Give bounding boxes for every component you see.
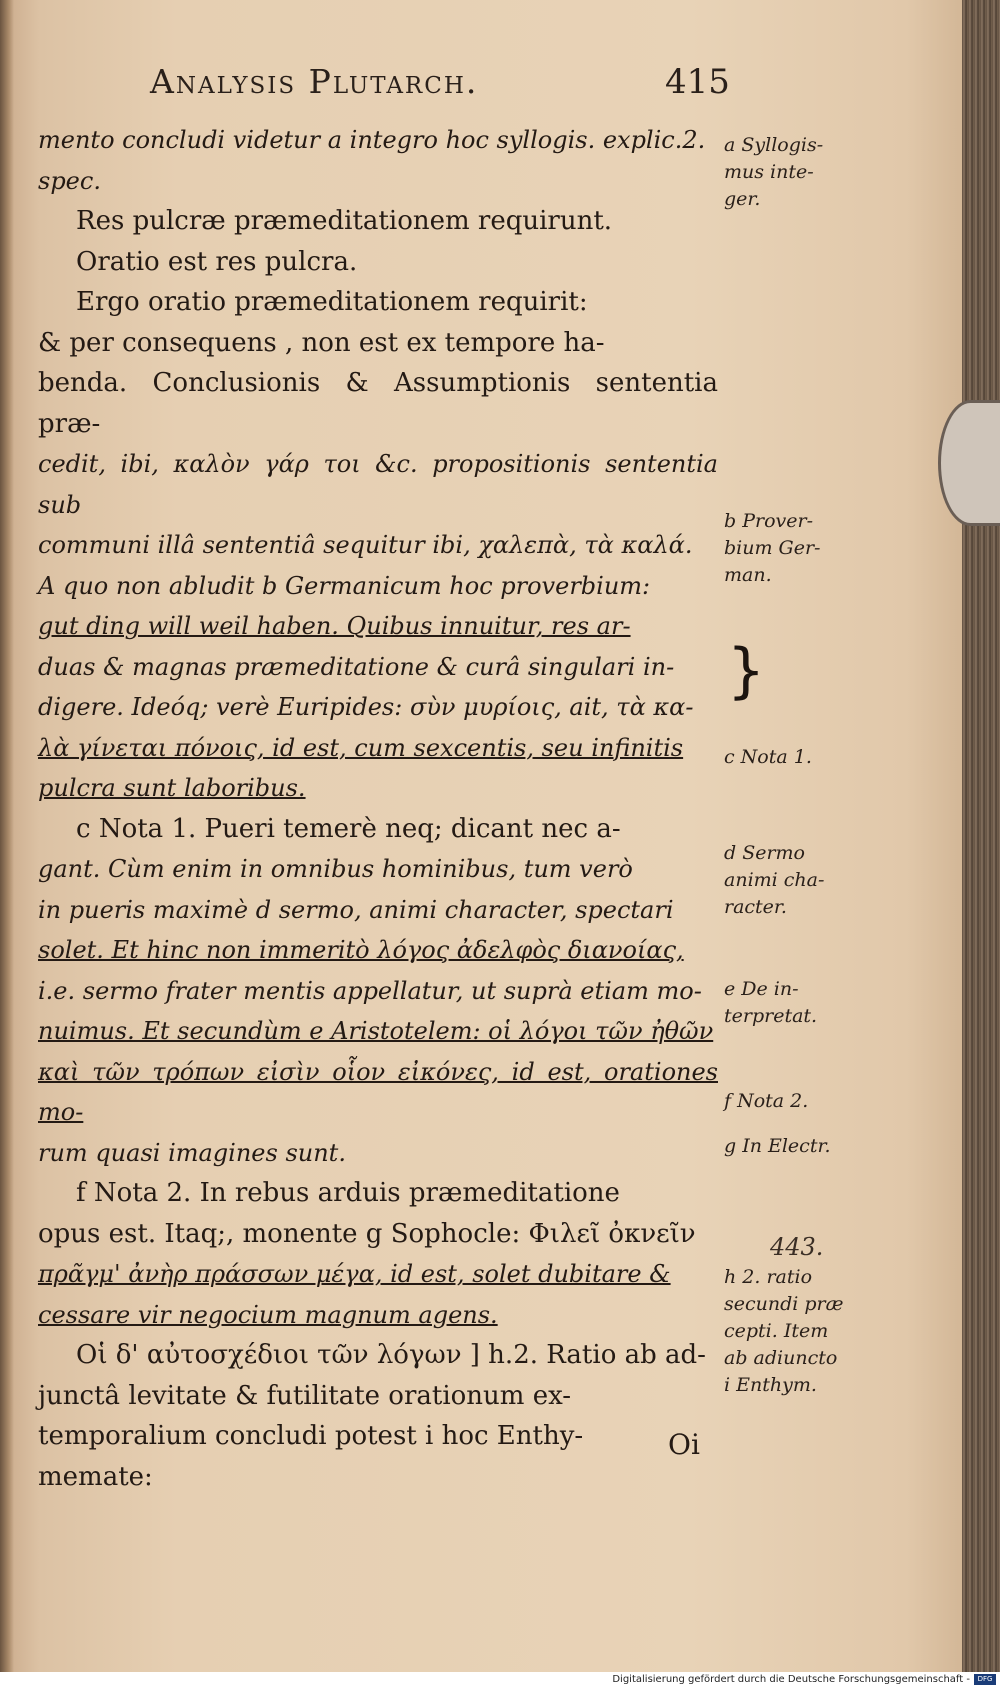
dfg-logo-icon: DFG: [974, 1674, 996, 1685]
text-line: nuimus. Et secundùm e Aristotelem: οἱ λόγοι τῶν ἠθῶν: [38, 1017, 714, 1045]
text-line: i.e. sermo frater mentis appellatur, ut suprà etiam mo-: [38, 976, 702, 1005]
margin-note: g In Electr.: [724, 1135, 831, 1157]
footer-credit: Digitalisierung gefördert durch die Deutsche Forschungsgemeinschaft -: [612, 1674, 970, 1685]
text-line: benda. Conclusionis & Assumptionis sententia præ-: [38, 368, 718, 439]
page-edges: [962, 0, 1000, 1672]
text-line: f Nota 2. In rebus arduis præmeditatione: [76, 1178, 620, 1208]
text-line: c Nota 1. Pueri temerè neq; dicant nec a-: [76, 813, 621, 844]
text-line: rum quasi imagines sunt.: [38, 1138, 346, 1167]
text-line: duas & magnas præmeditatione & curâ singulari in-: [38, 652, 675, 681]
text-line: mento concludi videtur a integro hoc syllogis. explic.2.: [38, 126, 706, 154]
text-line: gant. Cùm enim in omnibus hominibus, tum verò: [38, 855, 633, 883]
text-line: Ergo oratio præmeditationem requirit:: [76, 287, 588, 317]
catchword: Oi: [668, 1428, 700, 1461]
handwritten-brace: }: [727, 636, 766, 706]
text-line: cessare vir negocium magnum agens.: [38, 1300, 498, 1329]
text-line: temporalium concludi potest i hoc Enthy-: [38, 1421, 584, 1451]
text-line: πρᾶγμ' ἀνὴρ πράσσων μέγα, id est, solet dubitare &: [38, 1260, 671, 1288]
text-line: communi illâ sententiâ sequitur ibi, χαλεπὰ, τὰ καλά.: [38, 531, 693, 559]
margin-note: a Syllogis- mus inte- ger.: [724, 134, 824, 210]
text-line: Oratio est res pulcra.: [76, 246, 358, 277]
text-line: pulcra sunt laboribus.: [38, 774, 306, 802]
text-line: A quo non abludit b Germanicum hoc proverbium:: [38, 571, 651, 600]
margin-note: h 2. ratio secundi præ cepti. Item ab adiuncto i Enthym.: [724, 1266, 844, 1396]
text-line: in pueris maximè d sermo, animi character, spectari: [38, 895, 674, 924]
text-line: λὰ γίνεται πόνοις, id est, cum sexcentis, seu infinitis: [38, 733, 684, 762]
running-title: Analysis Plutarch.: [150, 62, 479, 101]
text-line: spec.: [38, 166, 101, 195]
margin-note: c Nota 1.: [724, 746, 812, 768]
text-line: solet. Et hinc non immeritò λόγος ἀδελφὸς διανοίας,: [38, 936, 684, 964]
gutter-shadow: [0, 0, 14, 1672]
text-line: junctâ levitate & futilitate orationum ex-: [38, 1380, 572, 1411]
text-line: cedit, ibi, καλὸν γάρ τοι &c. propositionis sententia sub: [38, 450, 718, 519]
margin-note: f Nota 2.: [724, 1090, 809, 1112]
handwritten-number: 443.: [770, 1233, 824, 1261]
digitization-footer: [0, 1672, 1000, 1687]
margin-note: e De in- terpretat.: [724, 978, 818, 1027]
text-line: & per consequens , non est ex tempore ha-: [38, 327, 605, 358]
main-text: [38, 120, 718, 1497]
bookmark-tab: [938, 400, 1000, 526]
text-line: gut ding will weil haben. Quibus innuitur, res ar-: [38, 612, 631, 640]
text-line: memate:: [38, 1461, 153, 1492]
page-number: 415: [665, 62, 730, 102]
margin-note: d Sermo animi cha- racter.: [724, 842, 825, 918]
text-line: Res pulcræ præmeditationem requirunt.: [76, 206, 613, 236]
text-line: Οἱ δ' αὐτοσχέδιοι τῶν λόγων ] h.2. Ratio ab ad-: [76, 1340, 706, 1370]
margin-note: b Prover- bium Ger- man.: [724, 510, 821, 586]
text-line: opus est. Itaq;, monente g Sophocle: Φιλεῖ ὀκνεῖν: [38, 1218, 696, 1249]
text-line: καὶ τῶν τρόπων εἰσὶν οἷον εἰκόνες, id est, orationes mo-: [38, 1057, 718, 1126]
text-line: digere. Ideóq; verè Euripides: σὺν μυρίοις, ait, τὰ κα-: [38, 693, 694, 721]
